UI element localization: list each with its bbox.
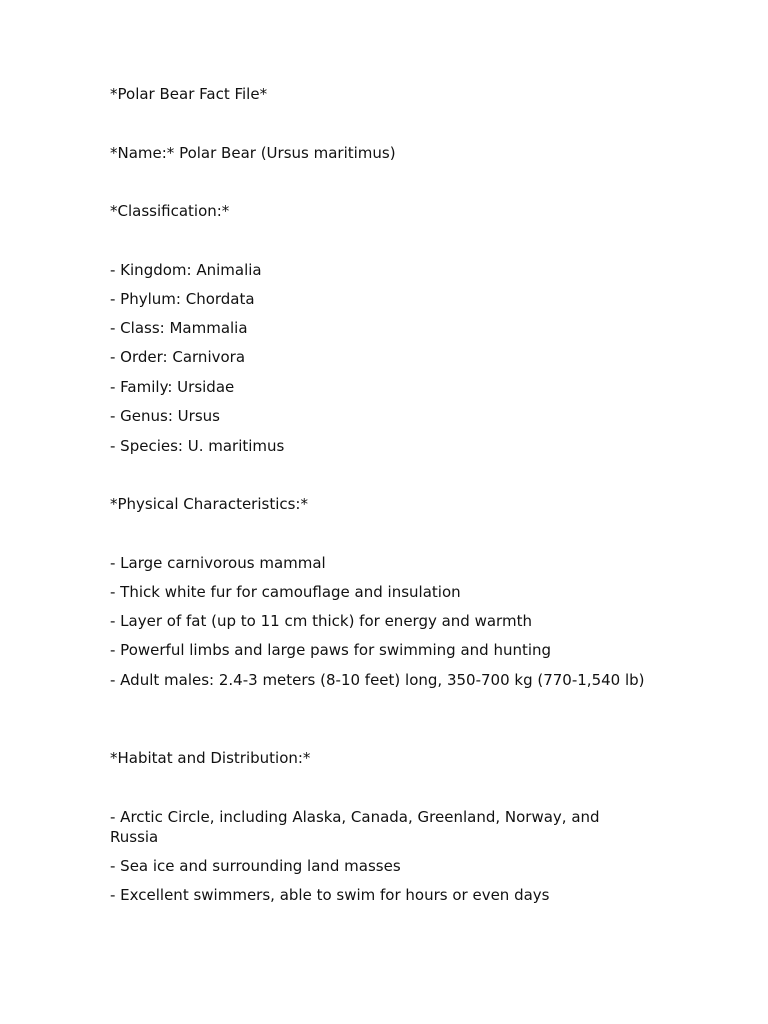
habitat-item: - Arctic Circle, including Alaska, Canada, Greenland, Norway, and Russia bbox=[110, 808, 600, 846]
classification-item-order: - Order: Carnivora bbox=[110, 348, 246, 366]
classification-item-family: - Family: Ursidae bbox=[110, 378, 235, 396]
classification-item-kingdom: - Kingdom: Animalia bbox=[110, 261, 262, 279]
physical-item: - Powerful limbs and large paws for swimming and hunting bbox=[110, 641, 552, 659]
document-title: *Polar Bear Fact File* bbox=[110, 85, 268, 103]
classification-item-species: - Species: U. maritimus bbox=[110, 437, 285, 455]
classification-heading: *Classification:* bbox=[110, 202, 230, 220]
classification-item-phylum: - Phylum: Chordata bbox=[110, 290, 255, 308]
habitat-heading: *Habitat and Distribution:* bbox=[110, 749, 311, 767]
physical-item: - Thick white fur for camouflage and insulation bbox=[110, 583, 461, 601]
physical-item: - Adult males: 2.4-3 meters (8-10 feet) long, 350-700 kg (770-1,540 lb) bbox=[110, 671, 645, 689]
habitat-item: - Sea ice and surrounding land masses bbox=[110, 857, 401, 875]
physical-item: - Large carnivorous mammal bbox=[110, 554, 326, 572]
classification-item-genus: - Genus: Ursus bbox=[110, 407, 220, 425]
name-line: *Name:* Polar Bear (Ursus maritimus) bbox=[110, 144, 396, 162]
habitat-item: - Excellent swimmers, able to swim for hours or even days bbox=[110, 886, 550, 904]
physical-item: - Layer of fat (up to 11 cm thick) for energy and warmth bbox=[110, 612, 532, 630]
classification-item-class: - Class: Mammalia bbox=[110, 319, 248, 337]
physical-heading: *Physical Characteristics:* bbox=[110, 495, 308, 513]
